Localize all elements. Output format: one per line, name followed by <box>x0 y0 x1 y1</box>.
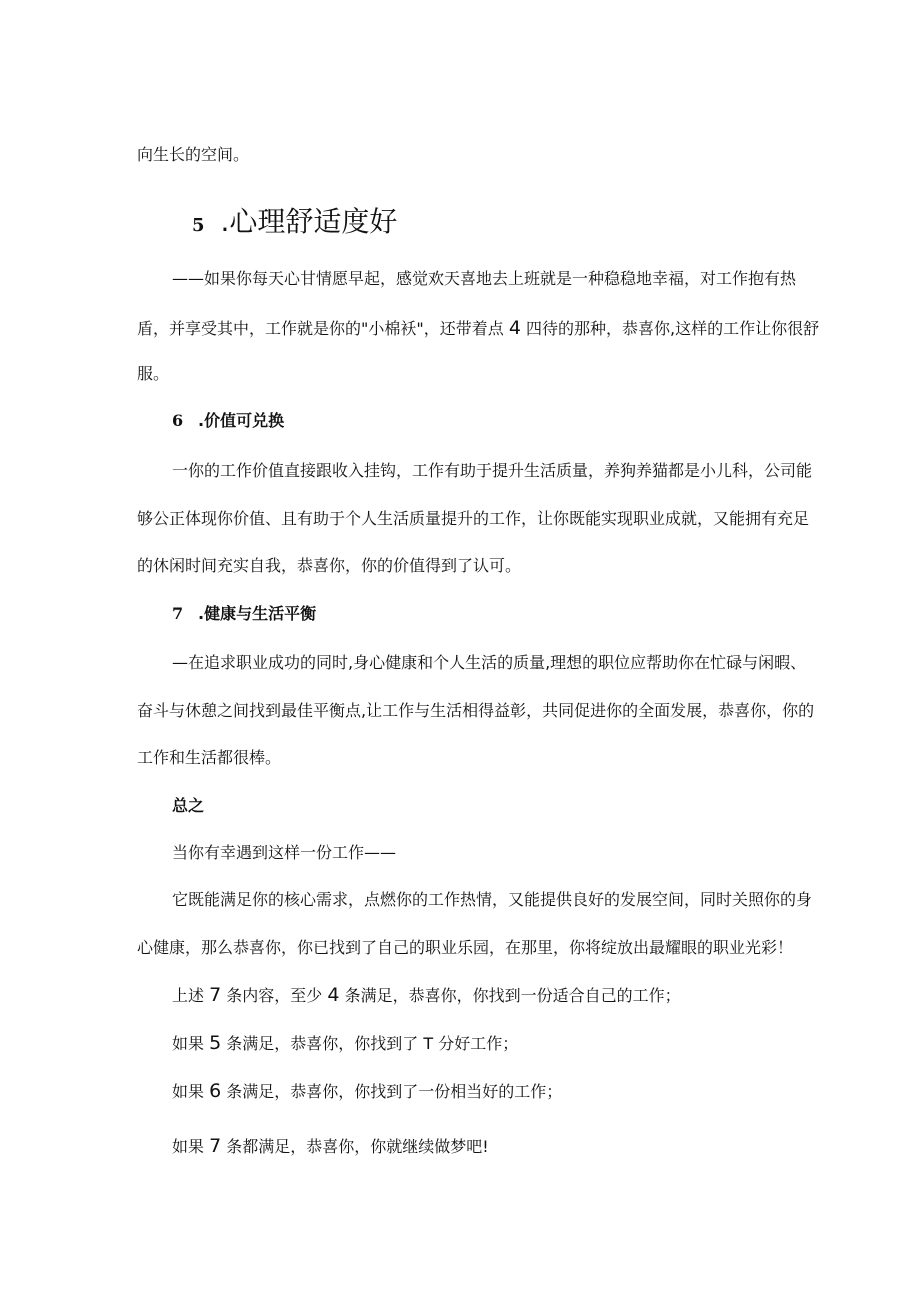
text: 如果 <box>172 1082 205 1101</box>
paragraph-line <box>172 843 396 863</box>
paragraph-line <box>137 701 814 721</box>
text: 条满足，恭喜你，你找到一份适合自己的工作； <box>344 986 681 1005</box>
paragraph-line <box>172 461 812 481</box>
number: 7 <box>209 1135 222 1157</box>
paragraph-line <box>172 653 806 673</box>
section-title: .价值可兑换 <box>198 411 285 430</box>
text: 它既能满足你的核心需求，点燃你的工作热情，又能提供良好的发展空间，同时关照你的身 <box>172 890 813 909</box>
paragraph-line <box>137 938 793 958</box>
text: 向生长的空间。 <box>137 145 250 164</box>
text: 如果 <box>172 1137 205 1156</box>
text: 盾，并享受其中，工作就是你的"小棉袄"，还带着点 <box>137 319 504 338</box>
number: 4 <box>508 317 521 339</box>
number: 5 <box>209 1032 222 1054</box>
text: 条内容，至少 <box>226 986 323 1005</box>
section-number: 7 <box>172 604 184 623</box>
section-heading-7 <box>172 604 316 624</box>
text: 当你有幸遇到这样一份工作—— <box>172 843 397 862</box>
paragraph-line <box>137 145 249 165</box>
text: 心健康，那么恭喜你，你已找到了自己的职业乐园，在那里，你将绽放出最耀眼的职业光彩！ <box>137 938 794 957</box>
text: 工作和生活都很棒。 <box>137 748 282 767</box>
text: 奋斗与休憩之间找到最佳平衡点,让工作与生活相得益彰，共同促进你的全面发展，恭喜你，你的 <box>137 701 815 720</box>
paragraph-line <box>172 1033 518 1054</box>
text: 上述 <box>172 986 205 1005</box>
paragraph-line <box>137 318 819 339</box>
summary-heading <box>172 796 204 816</box>
paragraph-line <box>172 890 812 910</box>
paragraph-line <box>137 556 521 576</box>
number: 6 <box>209 1080 222 1102</box>
section-heading-5 <box>192 206 397 242</box>
number: 7 <box>209 984 222 1006</box>
section-number: 5 <box>192 215 205 236</box>
paragraph-line <box>172 269 796 289</box>
text: 服。 <box>137 364 170 383</box>
section-title: .健康与生活平衡 <box>198 604 317 623</box>
paragraph-line <box>137 509 809 529</box>
paragraph-line <box>172 985 681 1006</box>
section-number: 6 <box>172 411 184 430</box>
number: 4 <box>327 984 340 1006</box>
section-title: .心理舒适度好 <box>220 205 398 238</box>
paragraph-line <box>137 364 169 384</box>
text: —在追求职业成功的同时,身心健康和个人生活的质量,理想的职位应帮助你在忙碌与闲暇、 <box>172 653 807 672</box>
text: 够公正体现你价值、且有助于个人生活质量提升的工作，让你既能实现职业成就，又能拥有充足 <box>137 509 810 528</box>
paragraph-line <box>137 748 281 768</box>
text: 一你的工作价值直接跟收入挂钩，工作有助于提升生活质量，养狗养猫都是小儿科，公司能 <box>172 461 813 480</box>
text: 条满足，恭喜你，你找到了一份相当好的工作； <box>226 1082 563 1101</box>
text: ——如果你每天心甘情愿早起，感觉欢天喜地去上班就是一种稳稳地幸福，对工作抱有热 <box>172 269 797 288</box>
text: 条满足，恭喜你，你找到了 T 分好工作； <box>226 1034 519 1053</box>
section-heading-6 <box>172 411 284 431</box>
text: 总之 <box>172 796 205 815</box>
paragraph-line <box>172 1136 489 1157</box>
text: 四待的那种，恭喜你,这样的工作让你很舒 <box>526 319 820 338</box>
text: 如果 <box>172 1034 205 1053</box>
text: 条都满足，恭喜你，你就继续做梦吧! <box>226 1137 489 1156</box>
text: 的休闲时间充实自我，恭喜你，你的价值得到了认可。 <box>137 556 522 575</box>
paragraph-line <box>172 1081 562 1102</box>
